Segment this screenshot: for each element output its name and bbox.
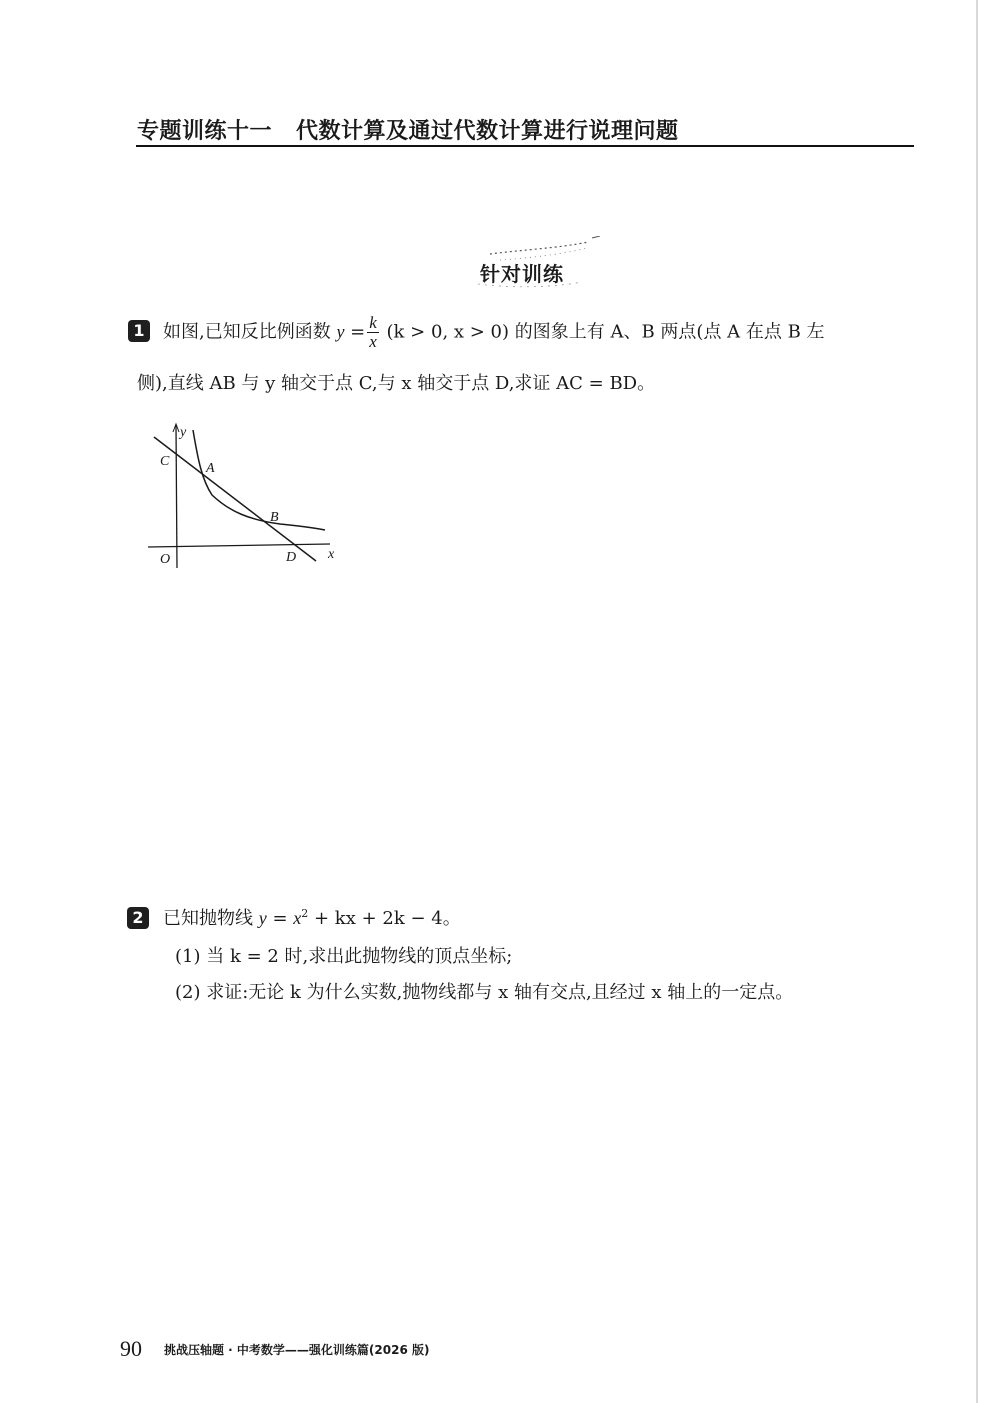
q1-func-eq: = (344, 321, 366, 343)
series-label: 专题训练十一 (137, 119, 273, 144)
question-2-part-1: (1) 当 k = 2 时,求出此抛物线的顶点坐标; (175, 946, 513, 967)
x-axis (148, 544, 330, 547)
q1-func-lhs: y (336, 321, 345, 342)
q2-stem-c: + kx + 2k − 4。 (308, 908, 461, 929)
label-point-c: C (160, 454, 170, 469)
page-edge-shadow (976, 0, 978, 1403)
page-number: 90 (120, 1336, 142, 1361)
book-title: 挑战压轴题 · 中考数学——强化训练篇(2026 版) (164, 1343, 430, 1357)
section-title: 针对训练 (480, 262, 564, 286)
q1-text-a: 如图,已知反比例函数 (163, 321, 337, 343)
label-x-axis: x (328, 547, 335, 562)
hyperbola-curve (193, 430, 325, 530)
question-1-figure (140, 420, 350, 570)
label-point-b: B (270, 510, 279, 525)
q1-fraction (367, 314, 379, 351)
q2-stem-a: 已知抛物线 (163, 908, 259, 929)
question-2-part-2: (2) 求证:无论 k 为什么实数,抛物线都与 x 轴有交点,且经过 x 轴上的一定点。 (175, 982, 794, 1003)
label-point-d: D (286, 550, 297, 565)
page-title (137, 114, 679, 145)
q2-stem-x: x (293, 908, 302, 928)
q1-fraction-denominator: x (369, 332, 377, 351)
topic-label: 代数计算及通过代数计算进行说理问题 (296, 119, 679, 144)
question-2-badge: 2 (127, 907, 149, 929)
q2-stem-b: = (266, 908, 294, 929)
question-1-badge: 1 (128, 320, 150, 342)
label-y-axis: y (180, 425, 187, 440)
header-rule (136, 145, 914, 147)
label-origin: O (160, 552, 171, 567)
question-1-line-2: 侧),直线 AB 与 y 轴交于点 C,与 x 轴交于点 D,求证 AC = BD。 (137, 373, 656, 394)
q2-stem-y: y (258, 908, 267, 928)
q2-stem-exponent: 2 (301, 907, 309, 920)
q1-fraction-numerator: k (369, 313, 377, 332)
label-point-a: A (206, 461, 215, 476)
section-banner (470, 236, 610, 292)
line-ab (154, 437, 316, 561)
q1-condition: (k > 0, x > 0) 的图象上有 A、B 两点(点 A 在点 B 左 (380, 321, 825, 343)
question-2-stem (163, 904, 461, 930)
question-1-line-1 (163, 314, 825, 351)
